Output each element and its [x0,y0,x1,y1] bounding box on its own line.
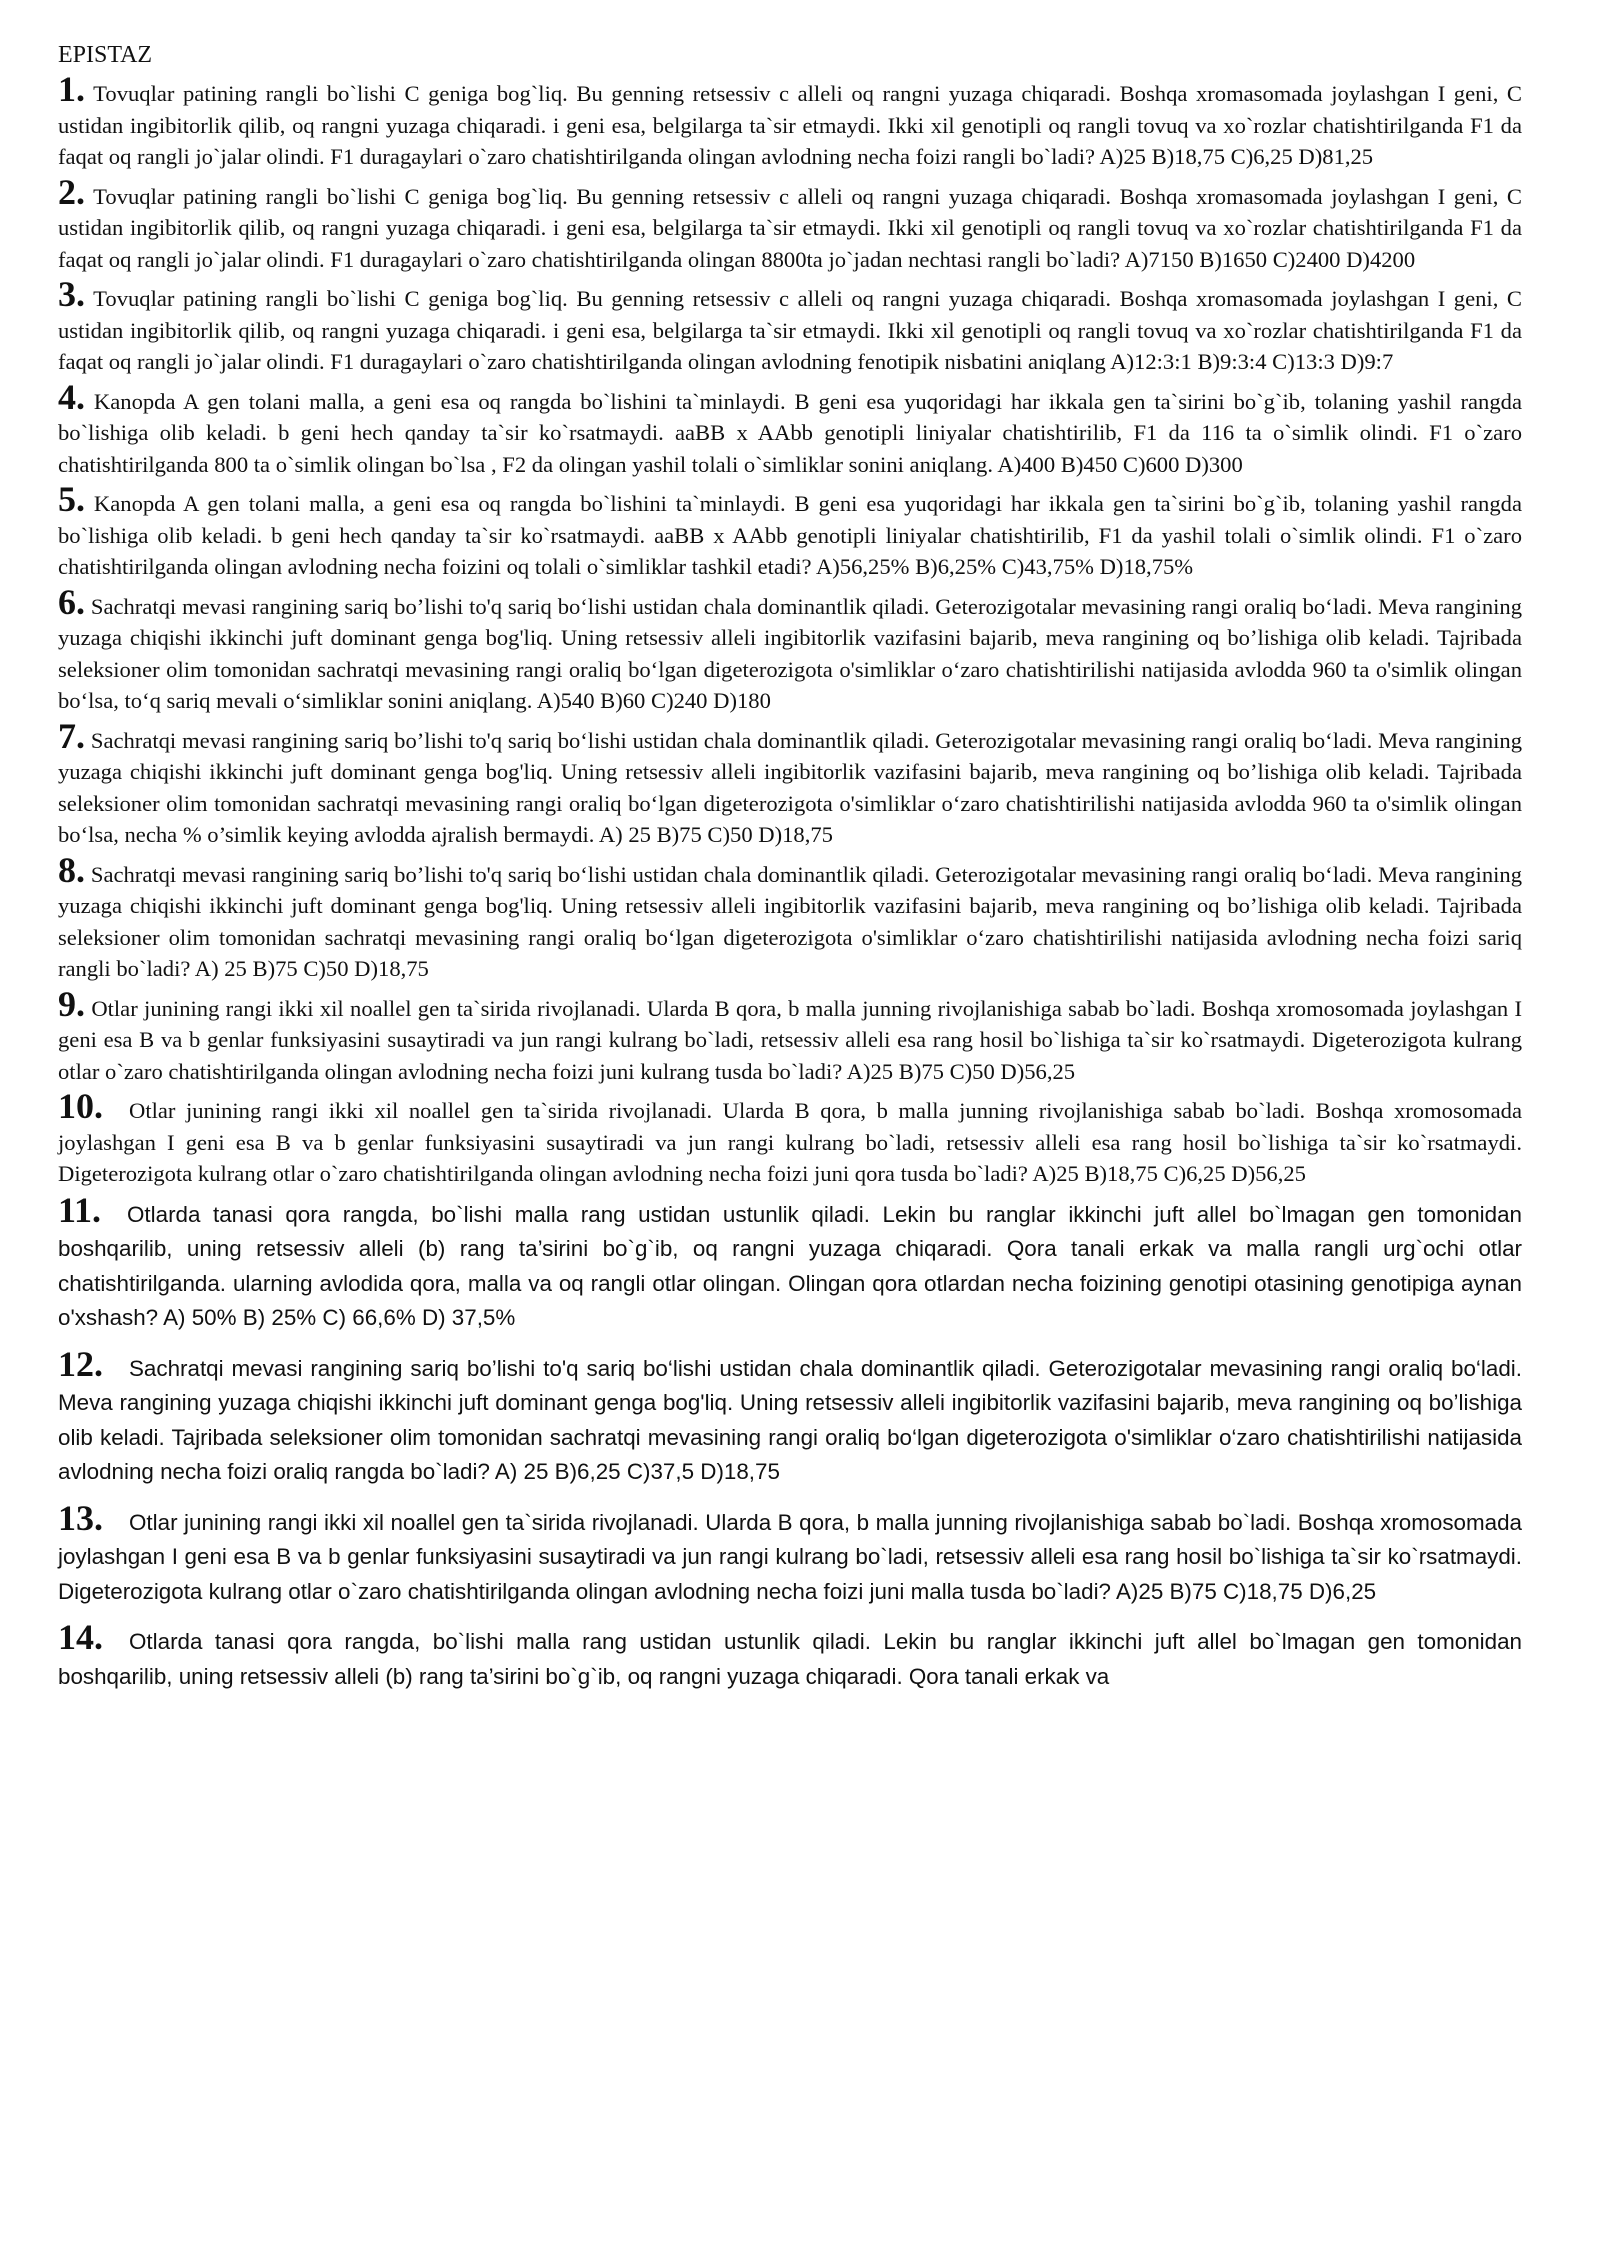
question-text: Sachratqi mevasi rangining sariq bo’lishi to'q sariq bo‘lishi ustidan chala dominantlik qiladi. Geterozigotalar mevasining rangi oraliq bo‘ladi. Meva rangining yuzaga chiqishi ikkinchi juft dominant genga bog'liq. Uning retsessiv alleli ingibitorlik vazifasini bajarib, meva rangining oq bo’lishiga olib keladi. Tajribada seleksioner olim tomonidan sachratqi mevasining rangi oraliq bo‘lgan digeterozigota o'simliklar o‘zaro chatishtirilishi natijasida avlodning necha foizi oraliq rangda bo`ladi? A) 25 B)6,25 C)37,5 D)18,75 [58,1355,1522,1484]
question-text: Otlarda tanasi qora rangda, bo`lishi malla rang ustidan ustunlik qiladi. Lekin bu ranglar ikkinchi juft allel bo`lmagan gen tomonidan boshqarilib, uning retsessiv alleli (b) rang ta’sirini bo`g`ib, oq rangni yuzaga chiqaradi. Qora tanali erkak va [58,1629,1522,1689]
question-number: 3. [58,274,85,314]
question-number: 14. [58,1617,103,1657]
question-number: 7. [58,715,85,756]
question-14 [58,1617,1522,1694]
question-number: 2. [58,171,85,212]
question-text: Otlar junining rangi ikki xil noallel gen ta`sirida rivojlanadi. Ularda B qora, b malla junning rivojlanishiga sabab bo`ladi. Boshqa xromosomada joylashgan I geni esa B va b genlar funksiyasini susaytiradi va jun rangi kulrang bo`ladi, retsessiv alleli esa rang hosil bo`lishiga ta`sir ko`rsatmaydi. Digeterozigota kulrang otlar o`zaro chatishtirilganda olingan avlodning necha foizi juni kulrang tusda bo`ladi? A)25 B)75 C)50 D)56,25 [58,995,1522,1084]
question-text: Otlarda tanasi qora rangda, bo`lishi malla rang ustidan ustunlik qiladi. Lekin bu ranglar ikkinchi juft allel bo`lmagan gen tomonidan boshqarilib, uning retsessiv alleli (b) rang ta’sirini bo`g`ib, oq rangni yuzaga chiqaradi. Qora tanali erkak va malla rangli urg`ochi otlar chatishtirilganda. ularning avlodida qora, malla va oq rangli otlar olingan. Olingan qora otlardan necha foizining genotipi otasining genotipiga aynan o'xshash? A) 50% B) 25% C) 66,6% D) 37,5% [58,1201,1522,1330]
question-text: Sachratqi mevasi rangining sariq bo’lishi to'q sariq bo‘lishi ustidan chala dominantlik qiladi. Geterozigotalar mevasining rangi oraliq bo‘ladi. Meva rangining yuzaga chiqishi ikkinchi juft dominant genga bog'liq. Uning retsessiv alleli ingibitorlik vazifasini bajarib, meva rangining oq bo’lishiga olib keladi. Tajribada seleksioner olim tomonidan sachratqi mevasining rangi oraliq bo‘lgan digeterozigota o'simliklar o‘zaro chatishtirilishi natijasida avlodda 960 ta o'simlik olingan bo‘lsa, to‘q sariq mevali o‘simliklar sonini aniqlang. A)540 B)60 C)240 D)180 [58,593,1522,713]
question-number: 5. [58,479,85,519]
question-number: 4. [58,376,85,417]
question-text: Kanopda A gen tolani malla, a geni esa oq rangda bo`lishini ta`minlaydi. B geni esa yuqoridagi har ikkala gen ta`sirini bo`g`ib, tolaning yashil rangda bo`lishiga olib keladi. b geni hech qanday ta`sir ko`rsatmaydi. aaBB x AAbb genotipli liniyalar chatishtirilib, F1 da 116 ta o`simlik olindi. F1 o`zaro chatishtirilganda 800 ta o`simlik olingan bo`lsa , F2 da olingan yashil tolali o`simliklar sonini aniqlang. A)400 B)450 C)600 D)300 [58,388,1522,477]
question-number: 11. [58,1189,102,1230]
question-9 [58,983,1522,1088]
question-number: 9. [58,983,85,1024]
question-13 [58,1497,1522,1610]
question-text: Kanopda A gen tolani malla, a geni esa oq rangda bo`lishini ta`minlaydi. B geni esa yuqoridagi har ikkala gen ta`sirini bo`g`ib, tolaning yashil rangda bo`lishiga olib keladi. b geni hech qanday ta`sir ko`rsatmaydi. aaBB x AAbb genotipli liniyalar chatishtirilib, F1 da yashil tolali o`simlik olindi. F1 o`zaro chatishtirilganda olingan avlodning necha foizini oq tolali o`simliklar tashkil etadi? A)56,25% B)6,25% C)43,75% D)18,75% [58,491,1522,579]
question-number: 10. [58,1086,103,1126]
page-title: EPISTAZ [58,42,153,68]
question-2 [58,171,1522,276]
question-text: Tovuqlar patining rangli bo`lishi C geniga bog`liq. Bu genning retsessiv c alleli oq rangni yuzaga chiqaradi. Boshqa xromasomada joylashgan I geni, C ustidan ingibitorlik qilib, oq rangni yuzaga chiqaradi. i geni esa, belgilarga ta`sir etmaydi. Ikki xil genotipli oq rangli tovuq va xo`rozlar chatishtirilganda F1 da faqat oq rangli jo`jalar olindi. F1 duragaylari o`zaro chatishtirilganda olingan avlodning fenotipik nisbatini aniqlang A)12:3:1 B)9:3:4 C)13:3 D)9:7 [58,286,1522,374]
question-10 [58,1086,1522,1190]
question-1 [58,69,1522,173]
question-8 [58,849,1522,985]
question-3 [58,274,1522,378]
question-11 [58,1189,1522,1336]
question-7 [58,715,1522,851]
question-text: Otlar junining rangi ikki xil noallel gen ta`sirida rivojlanadi. Ularda B qora, b malla junning rivojlanishiga sabab bo`ladi. Boshqa xromosomada joylashgan I geni esa B va b genlar funksiyasini susaytiradi va jun rangi kulrang bo`ladi, retsessiv alleli esa rang hosil bo`lishiga ta`sir ko`rsatmaydi. Digeterozigota kulrang otlar o`zaro chatishtirilganda olingan avlodning necha foizi juni qora tusda bo`ladi? A)25 B)18,75 C)6,25 D)56,25 [58,1098,1522,1186]
question-text: Tovuqlar patining rangli bo`lishi C geniga bog`liq. Bu genning retsessiv c alleli oq rangni yuzaga chiqaradi. Boshqa xromasomada joylashgan I geni, C ustidan ingibitorlik qilib, oq rangni yuzaga chiqaradi. i geni esa, belgilarga ta`sir etmaydi. Ikki xil genotipli oq rangli tovuq va xo`rozlar chatishtirilganda F1 da faqat oq rangli jo`jalar olindi. F1 duragaylari o`zaro chatishtirilganda olingan 8800ta jo`jadan nechtasi rangli bo`ladi? A)7150 B)1650 C)2400 D)4200 [58,183,1522,272]
question-text: Tovuqlar patining rangli bo`lishi C geniga bog`liq. Bu genning retsessiv c alleli oq rangni yuzaga chiqaradi. Boshqa xromasomada joylashgan I geni, C ustidan ingibitorlik qilib, oq rangni yuzaga chiqaradi. i geni esa, belgilarga ta`sir etmaydi. Ikki xil genotipli oq rangli tovuq va xo`rozlar chatishtirilganda F1 da faqat oq rangli jo`jalar olindi. F1 duragaylari o`zaro chatishtirilganda olingan avlodning necha foizi rangli bo`ladi? A)25 B)18,75 C)6,25 D)81,25 [58,81,1522,169]
question-number: 12. [58,1343,103,1384]
question-number: 1. [58,69,85,109]
question-number: 6. [58,581,85,622]
question-number: 13. [58,1497,103,1538]
question-number: 8. [58,849,85,890]
question-text: Sachratqi mevasi rangining sariq bo’lishi to'q sariq bo‘lishi ustidan chala dominantlik qiladi. Geterozigotalar mevasining rangi oraliq bo‘ladi. Meva rangining yuzaga chiqishi ikkinchi juft dominant genga bog'liq. Uning retsessiv alleli ingibitorlik vazifasini bajarib, meva rangining oq bo’lishiga olib keladi. Tajribada seleksioner olim tomonidan sachratqi mevasining rangi oraliq bo‘lgan digeterozigota o'simliklar o‘zaro chatishtirilishi natijasida avlodning necha foizi sariq rangli bo`ladi? A) 25 B)75 C)50 D)18,75 [58,861,1522,981]
question-6 [58,581,1522,717]
question-5 [58,479,1522,583]
question-12 [58,1343,1522,1490]
question-text: Otlar junining rangi ikki xil noallel gen ta`sirida rivojlanadi. Ularda B qora, b malla junning rivojlanishiga sabab bo`ladi. Boshqa xromosomada joylashgan I geni esa B va b genlar funksiyasini susaytiradi va jun rangi kulrang bo`ladi, retsessiv alleli esa rang hosil bo`lishiga ta`sir ko`rsatmaydi. Digeterozigota kulrang otlar o`zaro chatishtirilganda olingan avlodning necha foizi juni malla tusda bo`ladi? A)25 B)75 C)18,75 D)6,25 [58,1509,1522,1604]
question-text: Sachratqi mevasi rangining sariq bo’lishi to'q sariq bo‘lishi ustidan chala dominantlik qiladi. Geterozigotalar mevasining rangi oraliq bo‘ladi. Meva rangining yuzaga chiqishi ikkinchi juft dominant genga bog'liq. Uning retsessiv alleli ingibitorlik vazifasini bajarib, meva rangining oq bo’lishiga olib keladi. Tajribada seleksioner olim tomonidan sachratqi mevasining rangi oraliq bo‘lgan digeterozigota o'simliklar o‘zaro chatishtirilishi natijasida avlodda 960 ta o'simlik olingan bo‘lsa, necha % o’simlik keying avlodda ajralish bermaydi. A) 25 B)75 C)50 D)18,75 [58,727,1522,847]
question-4 [58,376,1522,481]
